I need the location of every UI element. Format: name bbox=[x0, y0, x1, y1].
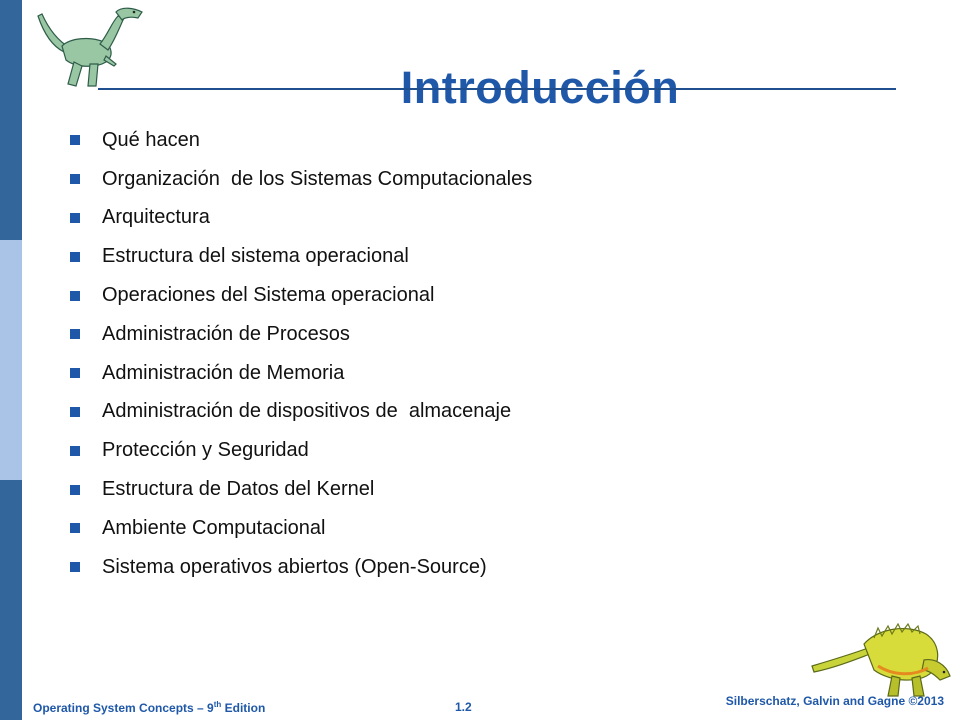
list-item-text: Ambiente Computacional bbox=[102, 516, 326, 539]
bullet-square-icon bbox=[70, 213, 80, 223]
list-item bbox=[70, 276, 930, 315]
bullet-square-icon bbox=[70, 252, 80, 262]
list-item-text: Administración de Memoria bbox=[102, 361, 345, 384]
bullet-square-icon bbox=[70, 135, 80, 145]
list-item bbox=[70, 199, 930, 238]
list-item-text: Administración de Procesos bbox=[102, 322, 350, 345]
list-item bbox=[70, 393, 930, 432]
topic-list bbox=[70, 121, 930, 587]
side-band-top bbox=[0, 0, 22, 240]
list-item-text: Arquitectura bbox=[102, 206, 210, 229]
page-number: 1.2 bbox=[455, 700, 472, 714]
bullet-square-icon bbox=[70, 329, 80, 339]
list-item-text: Organización de los Sistemas Computacionales bbox=[102, 167, 533, 190]
bullet-square-icon bbox=[70, 174, 80, 184]
title-divider bbox=[98, 88, 896, 90]
bullet-square-icon bbox=[70, 485, 80, 495]
list-item-text: Qué hacen bbox=[102, 128, 200, 151]
side-band-middle bbox=[0, 240, 22, 480]
slide-title: Introducción bbox=[400, 62, 680, 114]
list-item-text: Administración de dispositivos de almacenaje bbox=[102, 400, 512, 423]
side-band-bottom bbox=[0, 480, 22, 720]
list-item bbox=[70, 548, 930, 587]
bullet-square-icon bbox=[70, 407, 80, 417]
list-item bbox=[70, 121, 930, 160]
dinosaur-icon bbox=[30, 4, 150, 90]
list-item-text: Sistema operativos abiertos (Open-Source) bbox=[102, 555, 487, 578]
list-item bbox=[70, 470, 930, 509]
list-item-text: Protección y Seguridad bbox=[102, 439, 309, 462]
footer-book-title-text: Operating System Concepts – 9 bbox=[33, 701, 214, 715]
bullet-square-icon bbox=[70, 523, 80, 533]
footer-edition-superscript: th bbox=[213, 700, 222, 709]
list-item bbox=[70, 431, 930, 470]
list-item bbox=[70, 509, 930, 548]
dinosaur-icon bbox=[808, 614, 956, 698]
list-item-text: Operaciones del Sistema operacional bbox=[102, 284, 435, 307]
footer-book-title bbox=[33, 700, 265, 715]
list-item bbox=[70, 237, 930, 276]
bullet-square-icon bbox=[70, 368, 80, 378]
footer-authors: Silberschatz, Galvin and Gagne ©2013 bbox=[725, 694, 944, 708]
list-item-text: Estructura de Datos del Kernel bbox=[102, 478, 375, 501]
footer-edition-suffix: Edition bbox=[221, 701, 266, 715]
bullet-square-icon bbox=[70, 291, 80, 301]
list-item-text: Estructura del sistema operacional bbox=[102, 245, 409, 268]
bullet-square-icon bbox=[70, 446, 80, 456]
list-item bbox=[70, 160, 930, 199]
bullet-square-icon bbox=[70, 562, 80, 572]
side-band bbox=[0, 0, 22, 720]
list-item bbox=[70, 354, 930, 393]
list-item bbox=[70, 315, 930, 354]
